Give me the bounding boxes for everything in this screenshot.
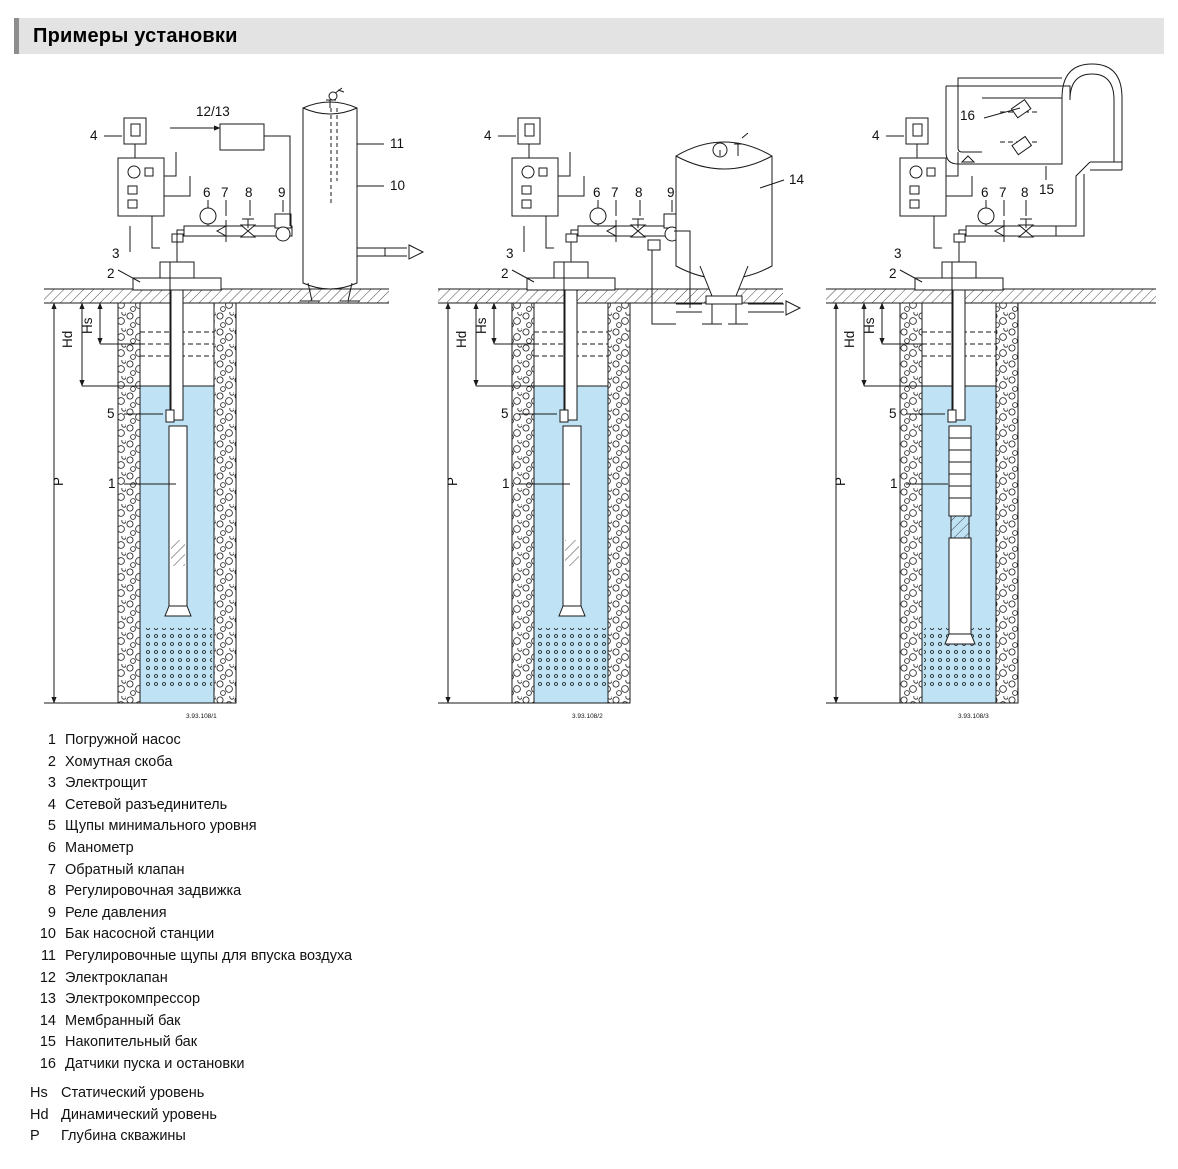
legend-label: Регулировочные щупы для впуска воздуха xyxy=(65,947,353,964)
legend-symbol: P xyxy=(30,1128,40,1145)
legend-number: 15 xyxy=(39,1034,56,1051)
legend-number: 7 xyxy=(47,861,56,878)
section-header xyxy=(14,18,1164,54)
list-item xyxy=(30,881,730,903)
header-accent-bar xyxy=(14,18,19,54)
dim-p3-P: P xyxy=(833,476,848,486)
callout-p3-16: 16 xyxy=(960,108,976,123)
list-item xyxy=(30,730,730,752)
panel-1 xyxy=(44,88,423,703)
legend-label: Сетевой разъединитель xyxy=(65,796,228,813)
callout-p1-11: 11 xyxy=(390,136,405,151)
legend-label: Электроклапан xyxy=(65,969,168,986)
legend-number: 8 xyxy=(47,883,56,900)
callout-p1-6: 6 xyxy=(203,185,211,200)
panel-3 xyxy=(826,64,1156,703)
legend-label: Щупы минимального уровня xyxy=(65,818,257,835)
legend-number: 2 xyxy=(47,753,56,770)
callout-p3-2: 2 xyxy=(889,266,897,281)
legend-number: 10 xyxy=(39,926,56,943)
list-item xyxy=(30,795,730,817)
legend-label: Манометр xyxy=(65,839,134,856)
dim-p3-Hd: Hd xyxy=(842,330,857,348)
legend-number: 9 xyxy=(47,904,56,921)
list-item xyxy=(30,860,730,882)
drawing-code-p2: 3.93.108/2 xyxy=(572,713,603,720)
legend-label: Глубина скважины xyxy=(61,1128,186,1145)
legend-label: Погружной насос xyxy=(65,732,181,748)
callout-p3-15: 15 xyxy=(1039,182,1055,197)
callout-p2-14: 14 xyxy=(789,172,805,187)
installation-examples-diagram xyxy=(0,56,1178,736)
list-item xyxy=(30,989,730,1011)
legend-label: Датчики пуска и остановки xyxy=(65,1055,245,1072)
diagram-svg xyxy=(0,56,1178,736)
callout-p3-8: 8 xyxy=(1021,185,1029,200)
callout-p2-6: 6 xyxy=(593,185,601,200)
list-item xyxy=(30,1105,530,1127)
legend-number: 4 xyxy=(47,796,56,813)
legend-symbol: Hs xyxy=(30,1085,48,1101)
panel-2 xyxy=(438,118,800,703)
dim-p2-Hd: Hd xyxy=(454,330,469,348)
callout-p3-3: 3 xyxy=(894,246,902,261)
list-item xyxy=(30,1032,730,1054)
legend-number: 1 xyxy=(47,732,56,748)
legend-label: Обратный клапан xyxy=(65,861,185,878)
callout-p3-6: 6 xyxy=(981,185,989,200)
list-item xyxy=(30,816,730,838)
legend-symbol: Hd xyxy=(30,1106,49,1123)
list-item xyxy=(30,924,730,946)
list-item xyxy=(30,1054,730,1076)
legend-number: 13 xyxy=(39,991,56,1008)
callout-p2-5: 5 xyxy=(501,406,509,421)
legend-label: Электрощит xyxy=(65,775,148,792)
dim-p1-P: P xyxy=(51,476,66,486)
legend-label: Накопительный бак xyxy=(65,1034,198,1051)
callout-p3-5: 5 xyxy=(889,406,897,421)
list-item xyxy=(30,1126,530,1148)
callout-p1-3: 3 xyxy=(112,246,120,261)
list-item xyxy=(30,1011,730,1033)
callout-p3-7: 7 xyxy=(999,185,1007,200)
dim-p1-Hd: Hd xyxy=(60,330,75,348)
legend-label: Реле давления xyxy=(65,904,167,921)
dim-p2-P: P xyxy=(445,476,460,486)
list-item xyxy=(30,773,730,795)
callout-p2-3: 3 xyxy=(506,246,514,261)
callout-p1-12-13: 12/13 xyxy=(196,104,230,119)
callout-p3-4: 4 xyxy=(872,128,880,143)
callout-p2-1: 1 xyxy=(502,476,510,491)
legend-number: 5 xyxy=(47,818,56,835)
legend-label: Бак насосной станции xyxy=(65,926,215,943)
callout-p3-1: 1 xyxy=(890,476,898,491)
callout-p2-2: 2 xyxy=(501,266,509,281)
legend-number: 3 xyxy=(47,775,56,792)
callout-p2-4: 4 xyxy=(484,128,492,143)
callout-p2-9: 9 xyxy=(667,185,675,200)
callout-p1-1: 1 xyxy=(108,476,116,491)
legend-levels-list xyxy=(30,1083,530,1148)
drawing-code-p3: 3.93.108/3 xyxy=(958,713,989,720)
page-title: Примеры установки xyxy=(33,24,238,47)
list-item xyxy=(30,752,730,774)
legend-number: 16 xyxy=(39,1055,56,1072)
legend-number: 6 xyxy=(47,839,56,856)
list-item xyxy=(30,946,730,968)
dim-p2-Hs: Hs xyxy=(474,317,489,334)
legend-label: Электрокомпрессор xyxy=(65,991,201,1008)
callout-p1-8: 8 xyxy=(245,185,253,200)
callout-p1-5: 5 xyxy=(107,406,115,421)
list-item xyxy=(30,968,730,990)
callout-p1-7: 7 xyxy=(221,185,229,200)
legend-label: Динамический уровень xyxy=(61,1106,217,1123)
list-item xyxy=(30,1083,530,1105)
dim-p1-Hs: Hs xyxy=(80,317,95,334)
callout-p2-8: 8 xyxy=(635,185,643,200)
legend-label: Хомутная скоба xyxy=(65,753,173,770)
legend-number: 12 xyxy=(39,969,56,986)
dim-p3-Hs: Hs xyxy=(862,317,877,334)
legend-list xyxy=(30,730,730,1076)
callout-p2-7: 7 xyxy=(611,185,619,200)
legend-label: Регулировочная задвижка xyxy=(65,883,242,900)
legend-label: Мембранный бак xyxy=(65,1012,181,1029)
legend-label: Статический уровень xyxy=(61,1085,205,1101)
callout-p1-10: 10 xyxy=(390,178,406,193)
list-item xyxy=(30,838,730,860)
legend-number: 11 xyxy=(40,947,56,964)
callout-p1-2: 2 xyxy=(107,266,115,281)
callout-p1-4: 4 xyxy=(90,128,98,143)
list-item xyxy=(30,903,730,925)
callout-p1-9: 9 xyxy=(278,185,286,200)
legend-number: 14 xyxy=(39,1012,56,1029)
drawing-code-p1: 3.93.108/1 xyxy=(186,713,217,720)
